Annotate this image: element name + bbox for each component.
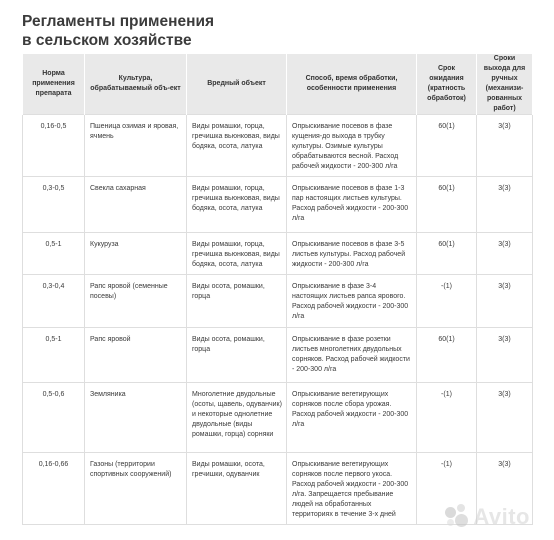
table-row: [23, 275, 533, 328]
cell-rate: 0,3-0,4: [23, 275, 85, 328]
cell-crop: Рапс яровой (семенные посевы): [85, 275, 187, 328]
header-crop: Культура, обрабатываемый объ-ект: [85, 54, 187, 115]
cell-rate: 0,16-0,66: [23, 453, 85, 525]
cell-method: Опрыскивание посевов в фазе 1-3 пар настоящих листьев культуры. Расход рабочей жидкости - 200-300 л/га: [287, 177, 417, 233]
cell-crop: Газоны (территории спортивных сооружений): [85, 453, 187, 525]
regulations-table: [22, 54, 533, 525]
avito-watermark: [443, 504, 530, 530]
cell-waiting: -(1): [417, 453, 477, 525]
cell-pest: Многолетние двудольные (осоты, щавель, одуванчик) и некоторые однолетние двудольные (виды ромашки, горца) сорняки: [187, 383, 287, 453]
cell-waiting: -(1): [417, 383, 477, 453]
table-row: [23, 177, 533, 233]
table-row: [23, 233, 533, 275]
cell-exit: 3(3): [477, 233, 533, 275]
cell-rate: 0,5-0,6: [23, 383, 85, 453]
cell-pest: Виды осота, ромашки, горца: [187, 328, 287, 383]
header-rate: Норма применения препарата: [23, 54, 85, 115]
cell-method: Опрыскивание в фазе 3-4 настоящих листьев рапса ярового. Расход рабочей жидкости - 200-300 л/га: [287, 275, 417, 328]
header-pest: Вредный объект: [187, 54, 287, 115]
header-waiting-period: Срок ожидания (кратность обработок): [417, 54, 477, 115]
cell-crop: Рапс яровой: [85, 328, 187, 383]
cell-method: Опрыскивание посевов в фазе кущения-до выхода в трубку культуры. Озимые культуры обрабатываются весной. Расход рабочей жидкости - 200-300 л/га: [287, 115, 417, 177]
cell-rate: 0,5-1: [23, 328, 85, 383]
cell-exit: 3(3): [477, 177, 533, 233]
table-row: [23, 115, 533, 177]
cell-method: Опрыскивание вегетирующих сорняков после первого укоса. Расход рабочей жидкости - 200-300 л/га. Запрещается пребывание людей на обработанных территориях в течение 3-х дней: [287, 453, 417, 525]
cell-pest: Виды ромашки, горца, гречишка вьюнковая, виды бодяка, осота, латука: [187, 233, 287, 275]
cell-exit: 3(3): [477, 328, 533, 383]
cell-waiting: 60(1): [417, 328, 477, 383]
cell-crop: Земляника: [85, 383, 187, 453]
header-method: Способ, время обработки, особенности применения: [287, 54, 417, 115]
cell-method: Опрыскивание в фазе розетки листьев многолетних двудольных сорняков. Расход рабочей жидкости - 200-300 л/га: [287, 328, 417, 383]
cell-pest: Виды ромашки, осота, гречишки, одуванчик: [187, 453, 287, 525]
header-exit-terms: Сроки выхода для ручных (механизи-рованных работ): [477, 54, 533, 115]
cell-pest: Виды осота, ромашки, горца: [187, 275, 287, 328]
cell-exit: 3(3): [477, 275, 533, 328]
cell-exit: 3(3): [477, 453, 533, 525]
page-title: [22, 12, 214, 50]
page-title-line1: Регламенты применения: [22, 13, 215, 30]
page-title-line2: в сельском хозяйстве: [22, 32, 192, 49]
table-row: [23, 383, 533, 453]
cell-method: Опрыскивание вегетирующих сорняков после сбора урожая. Расход рабочей жидкости - 200-300 л/га: [287, 383, 417, 453]
cell-crop: Кукуруза: [85, 233, 187, 275]
avito-watermark-text: Avito: [473, 504, 530, 529]
cell-waiting: 60(1): [417, 233, 477, 275]
cell-rate: 0,5-1: [23, 233, 85, 275]
table-header-row: [23, 54, 533, 115]
cell-exit: 3(3): [477, 115, 533, 177]
cell-method: Опрыскивание посевов в фазе 3-5 листьев культуры. Расход рабочей жидкости - 200-300 л/га: [287, 233, 417, 275]
cell-rate: 0,3-0,5: [23, 177, 85, 233]
cell-crop: Свекла сахарная: [85, 177, 187, 233]
cell-pest: Виды ромашки, горца, гречишка вьюнковая, виды бодяка, осота, латука: [187, 177, 287, 233]
table-row: [23, 328, 533, 383]
cell-waiting: 60(1): [417, 115, 477, 177]
cell-pest: Виды ромашки, горца, гречишка вьюнковая, виды бодяка, осота, латука: [187, 115, 287, 177]
cell-crop: Пшеница озимая и яровая, ячмень: [85, 115, 187, 177]
cell-exit: 3(3): [477, 383, 533, 453]
cell-rate: 0,16-0,5: [23, 115, 85, 177]
cell-waiting: -(1): [417, 275, 477, 328]
avito-logo-dots-icon: [443, 504, 469, 530]
cell-waiting: 60(1): [417, 177, 477, 233]
